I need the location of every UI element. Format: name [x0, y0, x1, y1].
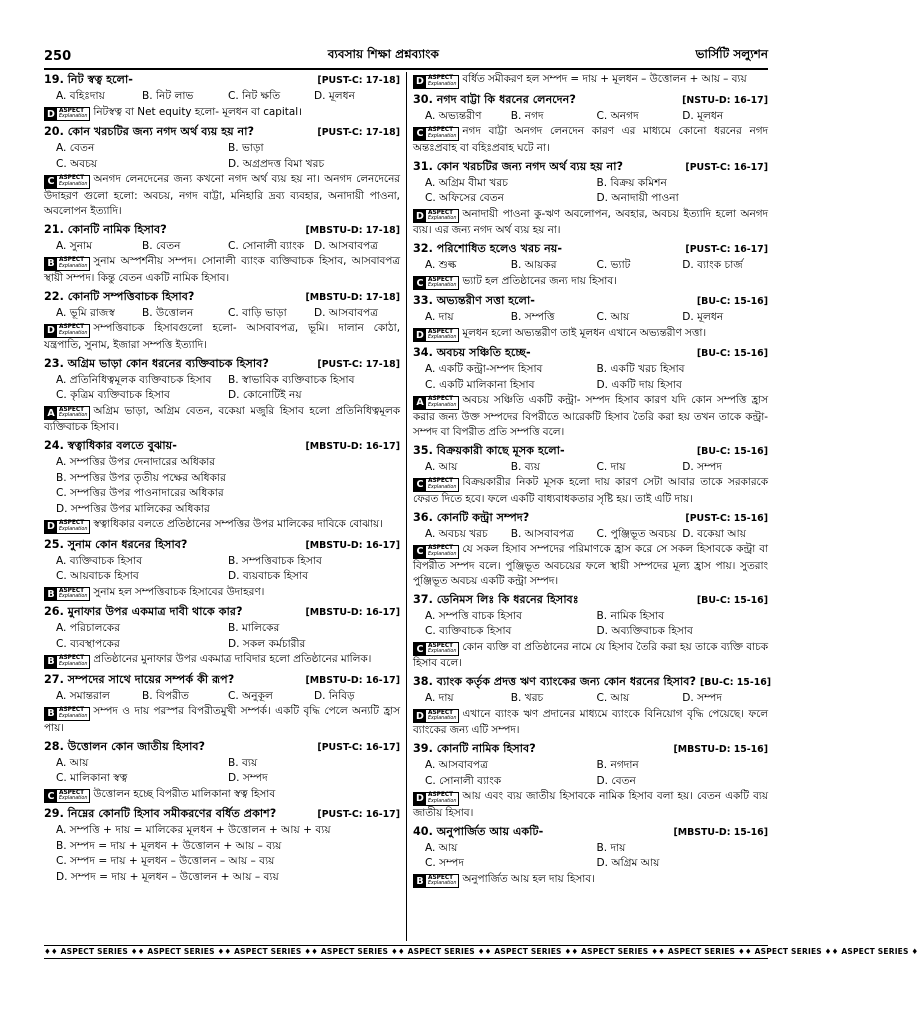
option-c: C. আয়	[596, 692, 630, 704]
question-tag: [MBSTU-D: 16-17]	[305, 674, 400, 686]
question-text: 39. কোনটি নামিক হিসাব?	[413, 742, 536, 755]
option-a: A. সম্পত্তি + দায় = মালিকের মূলধন + উত্তোলন + আয় + ব্যয়	[56, 824, 331, 836]
question-40	[413, 824, 768, 889]
aspect-explanation-badge: C ASPECT Explanation	[44, 789, 90, 803]
explanation: D ASPECT Explanation এখানে ব্যাংক ঋণ প্রদানের মাধ্যমে ব্যাংকে বিনিয়োগ বৃদ্ধি পেয়েছে। ফলে ব্যাংকের জন্য এটি সম্পদ।	[413, 707, 768, 736]
option-d: D. অগ্রিম আয়	[596, 857, 660, 869]
option-d: D. অগ্রপ্রদত্ত বিমা খরচ	[228, 157, 325, 170]
question-tag: [BU-C: 15-16]	[696, 594, 768, 606]
option-b: B. নামিক হিসাব	[596, 609, 665, 622]
option-a: A. সম্পত্তির উপর দেনাদারের অধিকার	[56, 456, 216, 468]
option-d: D. ব্যাংক চার্জ	[682, 259, 743, 271]
option-b: B. সম্পত্তি	[510, 311, 555, 323]
question-22	[44, 289, 400, 353]
question-tag: [MBSTU-D: 16-17]	[305, 539, 400, 551]
aspect-explanation-badge: D ASPECT Explanation	[413, 328, 459, 342]
question-text: 26. মুনাফার উপর একমাত্র দাবী থাকে কার?	[44, 605, 243, 618]
option-b: B. আসবাবপত্র	[510, 527, 574, 540]
explanation: B ASPECT Explanation প্রতিষ্ঠানের মুনাফার উপর একমাত্র দাবিদার হলো প্রতিষ্ঠানের মালিক।	[44, 652, 400, 669]
question-text: 24. স্বত্বাধিকার বলতে বুঝায়-	[44, 439, 177, 452]
option-d: D. সকল কর্মচারীর	[228, 637, 306, 650]
aspect-explanation-badge: D ASPECT Explanation	[413, 792, 459, 806]
question-tag: [PUST-C: 16-17]	[685, 161, 768, 173]
options	[44, 141, 400, 172]
option-c: C. আয়	[596, 311, 630, 323]
explanation: B ASPECT Explanation সুনাম অস্পর্শনীয় সম্পদ। সোনালী ব্যাংক ব্যক্তিবাচক হিসাব, আসবাবপত্র স্থায়ী সম্পদ। কিন্তু বেতন একটি নামিক হিসাব।	[44, 255, 400, 284]
options	[413, 691, 768, 707]
explanation: C ASPECT Explanation যে সকল হিসাব সম্পদের পরিমাণকে হ্রাস করে সে সকল হিসাবকে কন্ট্রা বা বিপরীত সম্পদ বলে। পুঞ্জিভূত অবচয়ের ফলে স্থায়ী সম্পদের মূল্য হ্রাস পায়। সুতরাং পুঞ্জিভূত অবচয় একটি কন্ট্রা সম্পদ।	[413, 543, 768, 587]
explanation: D ASPECT Explanation মূলধন হলো অভ্যন্তরীণ তাই মূলধন এখানে অভ্যন্তরীণ সত্তা।	[413, 326, 768, 343]
option-b: B. নগদ	[510, 109, 544, 122]
explanation: B ASPECT Explanation অনুপার্জিত আয় হল দায় হিসাব।	[413, 872, 768, 889]
explanation: D ASPECT Explanation সম্পত্তিবাচক হিসাবগুলো হলো- আসবাবপত্র, ভূমি। দালান কোঠা, যন্ত্রপাতি, সুনাম, ইজারা সম্পত্তি ইত্যাদি।	[44, 322, 400, 351]
options	[44, 823, 400, 885]
option-b: B. আয়কর	[510, 259, 557, 271]
question-text: 40. অনুপার্জিত আয় একটি-	[413, 824, 544, 838]
question-text: 32. পরিশোধিত হলেও খরচ নয়-	[413, 242, 562, 255]
option-b: B. উত্তোলন	[142, 306, 194, 319]
explanation: C ASPECT Explanation উত্তোলন হচ্ছে বিপরীত মালিকানা স্বত্ব হিসাব	[44, 787, 400, 804]
question-text: 28. উত্তোলন কোন জাতীয় হিসাব?	[44, 739, 206, 753]
option-b: B. দায়	[596, 841, 626, 854]
aspect-explanation-badge: C ASPECT Explanation	[413, 642, 459, 656]
question-38	[413, 674, 772, 738]
option-b: B. খরচ	[510, 692, 544, 704]
question-text: 38. ব্যাংক কর্তৃক প্রদত্ত ঋণ ব্যাংকের জন্য কোন ধরনের হিসাব?	[413, 675, 696, 688]
question-34	[413, 345, 768, 440]
aspect-explanation-badge: D ASPECT Explanation	[413, 209, 459, 223]
question-29-explanation	[413, 72, 768, 89]
options	[413, 460, 768, 476]
option-c: C. ব্যক্তিবাচক হিসাব	[425, 625, 512, 637]
question-35	[413, 443, 768, 507]
options	[44, 621, 400, 652]
options	[413, 310, 768, 326]
options	[413, 841, 768, 872]
option-d: D. সম্পত্তির উপর মালিকের অধিকার	[56, 502, 210, 515]
question-tag: [PUST-C: 17-18]	[317, 127, 400, 138]
question-text: 25. সুনাম কোন ধরনের হিসাব?	[44, 537, 188, 551]
option-b: B. ভাড়া	[228, 142, 264, 154]
question-25	[44, 537, 400, 602]
option-a: A. দায়	[425, 692, 454, 704]
aspect-explanation-badge: D ASPECT Explanation	[44, 107, 90, 121]
question-text: 23. অগ্রিম ভাড়া কোন ধরনের ব্যক্তিবাচক হিসাব?	[44, 356, 269, 370]
option-d: D. বকেয়া আয়	[682, 527, 746, 540]
option-c: C. পুঞ্জিভূত অবচয়	[596, 527, 677, 540]
option-b: B. বিপরীত	[142, 689, 189, 702]
option-a: A. ব্যক্তিবাচক হিসাব	[56, 554, 143, 567]
page-header	[44, 44, 768, 70]
series-title: ভার্সিটি সল্যুশন	[695, 47, 768, 61]
question-text: 36. কোনটি কন্ট্রা সম্পদ?	[413, 510, 530, 524]
question-tag: [MBSTU-D: 17-18]	[305, 291, 400, 303]
options	[413, 362, 768, 393]
option-c: C. দায়	[596, 460, 626, 473]
option-c: C. একটি মালিকানা হিসাব	[425, 378, 535, 391]
explanation: C ASPECT Explanation নগদ বাট্টা অনগদ লেনদেন কারণ এর মাধ্যমে কোনো ধরনের নগদ অন্তঃপ্রবাহ বা বহিঃপ্রবাহ ঘটে না।	[413, 125, 768, 154]
option-c: C. আয়বাচক হিসাব	[56, 570, 139, 582]
question-33	[413, 293, 768, 342]
aspect-explanation-badge: C ASPECT Explanation	[413, 276, 459, 290]
option-b: B. বেতন	[142, 239, 181, 252]
question-31	[413, 159, 768, 239]
aspect-explanation-badge: D ASPECT Explanation	[413, 75, 459, 89]
question-37	[413, 592, 768, 672]
aspect-explanation-badge: C ASPECT Explanation	[413, 545, 459, 559]
option-a: A. অবচয় খরচ	[425, 527, 488, 540]
question-21	[44, 222, 400, 286]
question-tag: [BU-C: 15-16]	[696, 348, 768, 359]
option-b: B. স্বাভাবিক ব্যক্তিবাচক হিসাব	[228, 373, 355, 386]
question-text: 37. ডেনিমস লিঃ কি ধরনের হিসাবঃ	[413, 592, 579, 606]
left-column	[44, 72, 406, 941]
option-b: B. সম্পত্তির উপর তৃতীয় পক্ষের অধিকার	[56, 471, 226, 484]
option-a: A. অগ্রিম বীমা খরচ	[425, 176, 508, 189]
question-text: 35. বিক্রয়কারী কাছে মূসক হলো-	[413, 443, 565, 457]
options	[413, 176, 768, 207]
option-c: C. কৃত্রিম ব্যক্তিবাচক হিসাব	[56, 389, 170, 401]
aspect-explanation-badge: A ASPECT Explanation	[44, 406, 90, 420]
option-d: D. ব্যয়বাচক হিসাব	[228, 570, 309, 582]
question-23	[44, 356, 400, 436]
option-c: C. অনগদ	[596, 109, 639, 122]
question-29	[44, 806, 400, 885]
option-d: D. অনাদায়ী পাওনা	[596, 192, 679, 204]
question-text: 21. কোনটি নামিক হিসাব?	[44, 222, 167, 236]
option-b: B. নগদান	[596, 759, 639, 771]
option-b: B. সম্পদ = দায় + মূলধন + উত্তোলন + আয় – ব্যয়	[56, 839, 282, 852]
option-c: C. বাড়ি ভাড়া	[228, 306, 287, 319]
options	[44, 689, 400, 705]
option-a: A. আসবাবপত্র	[425, 759, 488, 771]
options	[413, 109, 768, 125]
right-column	[406, 72, 772, 941]
question-text: 20. কোন খরচটির জন্য নগদ অর্থ ব্যয় হয় না?	[44, 125, 254, 138]
option-d: D. নিবিড়	[314, 689, 355, 702]
option-a: A. প্রতিনিধিত্বমূলক ব্যক্তিবাচক হিসাব	[56, 373, 212, 386]
option-c: C. অনুকূল	[228, 689, 273, 702]
question-text: 19. নিট স্বত্ব হলো-	[44, 73, 133, 86]
option-a: A. বেতন	[56, 142, 95, 154]
option-d: D. একটি দায় হিসাব	[596, 378, 682, 391]
option-a: A. সুনাম	[56, 239, 93, 252]
option-d: D. মূলধন	[682, 109, 724, 122]
options	[413, 258, 768, 274]
explanation: C ASPECT Explanation কোন ব্যক্তি বা প্রতিষ্ঠানের নামে যে হিসাব তৈরি করা হয় তাকে ব্যক্তি বাচক হিসাব বলে।	[413, 640, 768, 669]
explanation: A ASPECT Explanation অবচয় সঞ্চিতি একটি কন্ট্রা- সম্পদ হিসাব কারণ যদি কোন সম্পত্তি হ্রাস করার জন্য উক্ত সম্পদের বিপরীতে আরেকটি হিসাব তৈরি করা হয় তখন তাকে কন্ট্রা-সম্পদ বা বিপরীত প্রতি সম্পত্তি বলে।	[413, 394, 768, 438]
question-tag: [PUST-C: 15-16]	[685, 512, 768, 524]
option-b: B. সম্পত্তিবাচক হিসাব	[228, 554, 322, 567]
question-tag: [PUST-C: 16-17]	[685, 244, 768, 255]
option-c: C. সম্পদ	[425, 857, 464, 869]
options	[44, 239, 400, 255]
question-tag: [PUST-C: 17-18]	[317, 358, 400, 370]
explanation: B ASPECT Explanation সুনাম হল সম্পত্তিবাচক হিসাবের উদাহরণ।	[44, 585, 400, 602]
question-tag: [MBSTU-D: 15-16]	[673, 826, 768, 838]
question-30	[413, 92, 768, 156]
option-a: A. বহিঃদায়	[56, 90, 105, 102]
question-tag: [BU-C: 15-16]	[696, 445, 768, 457]
options	[44, 306, 400, 322]
question-text: 30. নগদ বাট্টা কি ধরনের লেনদেন?	[413, 92, 576, 106]
explanation: D ASPECT Explanation নিটস্বত্ব বা Net equity হলো- মূলধন বা capital।	[44, 105, 400, 122]
question-text: 31. কোন খরচটির জন্য নগদ অর্থ ব্যয় হয় না?	[413, 159, 623, 173]
aspect-explanation-badge: C ASPECT Explanation	[413, 478, 459, 492]
option-c: C. ব্যবস্থাপকের	[56, 637, 120, 650]
option-c: C. ভ্যাট	[596, 259, 631, 271]
explanation: A ASPECT Explanation অগ্রিম ভাড়া, অগ্রিম বেতন, বকেয়া মজুরি হিসাব হলো প্রতিনিধিত্বমূলক ব্যক্তিবাচক হিসাব।	[44, 404, 400, 433]
explanation: C ASPECT Explanation ভ্যাট হল প্রতিষ্ঠানের জন্য দায় হিসাব।	[413, 274, 768, 291]
option-d: D. আসবাবপত্র	[314, 239, 379, 252]
options	[44, 554, 400, 585]
options	[413, 527, 768, 543]
aspect-explanation-badge: B ASPECT Explanation	[44, 257, 90, 271]
question-20	[44, 124, 400, 219]
aspect-explanation-badge: D ASPECT Explanation	[44, 324, 90, 338]
option-a: A. দায়	[425, 311, 454, 323]
question-28	[44, 739, 400, 804]
question-tag: [MBSTU-D: 17-18]	[305, 224, 400, 236]
aspect-explanation-badge: B ASPECT Explanation	[413, 874, 459, 888]
option-d: D. সম্পদ	[228, 772, 268, 784]
explanation: B ASPECT Explanation সম্পদ ও দায় পরস্পর বিপরীতমুখী সম্পর্ক। একটি বৃদ্ধি পেলে অন্যটি হ্রাস পায়।	[44, 705, 400, 734]
option-c: C. অফিসের বেতন	[425, 192, 504, 204]
aspect-explanation-badge: D ASPECT Explanation	[413, 709, 459, 723]
question-text: 22. কোনটি সম্পত্তিবাচক হিসাব?	[44, 289, 195, 303]
option-c: C. সোনালী ব্যাংক	[425, 774, 502, 787]
question-tag: [NSTU-D: 16-17]	[682, 94, 768, 106]
option-c: C. মালিকানা স্বত্ব	[56, 772, 128, 784]
explanation: D ASPECT Explanation বর্ধিত সমীকরণ হল সম্পদ = দায় + মূলধন – উত্তোলন + আয় – ব্যয়	[413, 72, 768, 89]
option-b: B. ব্যয়	[228, 756, 258, 769]
question-tag: [MBSTU-D: 15-16]	[673, 744, 768, 755]
option-d: D. মূলধন	[314, 90, 355, 102]
aspect-explanation-badge: D ASPECT Explanation	[44, 520, 90, 534]
question-tag: [MBSTU-D: 16-17]	[305, 441, 400, 452]
question-text: 33. অভ্যন্তরীণ সত্তা হলো-	[413, 294, 535, 307]
options	[413, 609, 768, 640]
explanation: D ASPECT Explanation আয় এবং ব্যয় জাতীয় হিসাবকে নামিক হিসাব বলা হয়। বেতন একটি ব্যয় জাতীয় হিসাব।	[413, 790, 768, 819]
options	[413, 758, 768, 789]
question-32	[413, 241, 768, 290]
option-a: A. আয়	[56, 756, 89, 769]
question-27	[44, 672, 400, 736]
aspect-explanation-badge: B ASPECT Explanation	[44, 587, 90, 601]
content-columns	[44, 72, 772, 941]
page-number: 250	[44, 48, 72, 64]
series-footer: ♦♦ ASPECT SERIES ♦♦ ASPECT SERIES ♦♦ ASPECT SERIES ♦♦ ASPECT SERIES ♦♦ ASPECT SERIES ♦♦ ASPECT SERIES ♦♦ ASPECT SERIES ♦♦ ASPECT SERIES ♦♦ ASPECT SERIES ♦♦ ASPECT SERIES ♦	[44, 945, 768, 959]
option-a: A. আয়	[425, 460, 458, 473]
option-a: A. একটি কন্ট্রা-সম্পদ হিসাব	[425, 363, 543, 375]
option-b: B. নিট লাভ	[142, 90, 194, 102]
aspect-explanation-badge: C ASPECT Explanation	[413, 127, 459, 141]
question-tag: [PUST-C: 16-17]	[317, 809, 400, 820]
option-a: A. সমান্তরাল	[56, 689, 110, 702]
option-b: B. বিক্রয় কমিশন	[596, 176, 667, 189]
question-tag: [PUST-C: 16-17]	[317, 741, 400, 753]
question-26	[44, 604, 400, 669]
option-d: D. সম্পদ	[682, 460, 722, 473]
option-a: A. অভ্যন্তরীণ	[425, 109, 482, 122]
option-d: D. আসবাবপত্র	[314, 306, 379, 319]
aspect-explanation-badge: B ASPECT Explanation	[44, 655, 90, 669]
question-tag: [MBSTU-D: 16-17]	[305, 607, 400, 618]
option-c: C. নিট ক্ষতি	[228, 90, 281, 102]
options	[44, 89, 400, 105]
option-a: A. আয়	[425, 841, 458, 854]
option-d: D. সম্পদ	[682, 692, 722, 704]
option-d: D. বেতন	[596, 774, 636, 787]
options	[44, 756, 400, 787]
question-text: 29. নিম্নের কোনটি হিসাব সমীকরণের বর্ধিত প্রকাশ?	[44, 807, 277, 820]
option-d: D. কোনোটিই নয়	[228, 389, 302, 401]
explanation: D ASPECT Explanation অনাদায়ী পাওনা কু-ঋণ অবলোপন, অবহার, অবচয় ইত্যাদি হলো অনগদ ব্যয়। এর জন্য নগদ অর্থ ব্যয় হয় না।	[413, 207, 768, 236]
option-d: D. অব্যক্তিবাচক হিসাব	[596, 625, 693, 637]
option-a: A. পরিচালকের	[56, 622, 121, 634]
explanation: D ASPECT Explanation স্বত্বাধিকার বলতে প্রতিষ্ঠানের সম্পত্তির উপর মালিকের দাবিকে বোঝায়।	[44, 517, 400, 534]
question-36	[413, 510, 768, 589]
question-text: 34. অবচয় সঞ্চিতি হচ্ছে-	[413, 346, 531, 359]
question-tag: [PUST-C: 17-18]	[317, 75, 400, 86]
explanation: C ASPECT Explanation বিক্রয়কারীর নিকট মূসক হলো দায় কারণ সেটা আবার তাকে সরকারকে ফেরত দিতে হবে। ফলে একটি বাধ্যবাধকতার সৃষ্টি হয়। তাই এটি দায়।	[413, 476, 768, 505]
options	[44, 373, 400, 404]
option-a: A. সম্পত্তি বাচক হিসাব	[425, 609, 523, 622]
book-title: ব্যবসায় শিক্ষা প্রশ্নব্যাংক	[327, 47, 439, 61]
aspect-explanation-badge: C ASPECT Explanation	[44, 175, 90, 189]
question-19	[44, 72, 400, 121]
option-c: C. সোনালী ব্যাংক	[228, 239, 305, 252]
option-b: B. মালিকের	[228, 622, 280, 634]
option-d: D. সম্পদ = দায় + মূলধন – উত্তোলন + আয় – ব্যয়	[56, 870, 279, 883]
question-tag: [BU-C: 15-16]	[699, 677, 772, 688]
explanation: C ASPECT Explanation অনগদ লেনদেনের জন্য কখনো নগদ অর্থ ব্যয় হয় না। অনগদ লেনদেনের উদাহরণ গুলো হলো: অবচয়, নগদ বাট্টা, মনিহারি দ্রব্য ব্যবহার, অনাদায়ী পাওনা, অবলোপন ইত্যাদি।	[44, 173, 400, 217]
aspect-explanation-badge: B ASPECT Explanation	[44, 707, 90, 721]
question-tag: [BU-C: 15-16]	[696, 296, 768, 307]
option-b: B. ব্যয়	[510, 460, 540, 473]
question-39	[413, 741, 768, 821]
option-c: C. সম্পত্তির উপর পাওনাদারের অধিকার	[56, 487, 224, 499]
options	[44, 455, 400, 517]
option-c: C. অবচয়	[56, 157, 98, 170]
option-a: A. শুল্ক	[425, 259, 457, 271]
option-d: D. মূলধন	[682, 311, 724, 323]
option-c: C. সম্পদ = দায় + মূলধন – উত্তোলন – আয় – ব্যয়	[56, 855, 275, 867]
option-b: B. একটি খরচ হিসাব	[596, 363, 685, 375]
aspect-explanation-badge: A ASPECT Explanation	[413, 396, 459, 410]
option-a: A. ভূমি রাজস্ব	[56, 306, 115, 319]
question-24	[44, 438, 400, 534]
question-text: 27. সম্পদের সাথে দায়ের সম্পর্ক কী রূপ?	[44, 672, 235, 686]
